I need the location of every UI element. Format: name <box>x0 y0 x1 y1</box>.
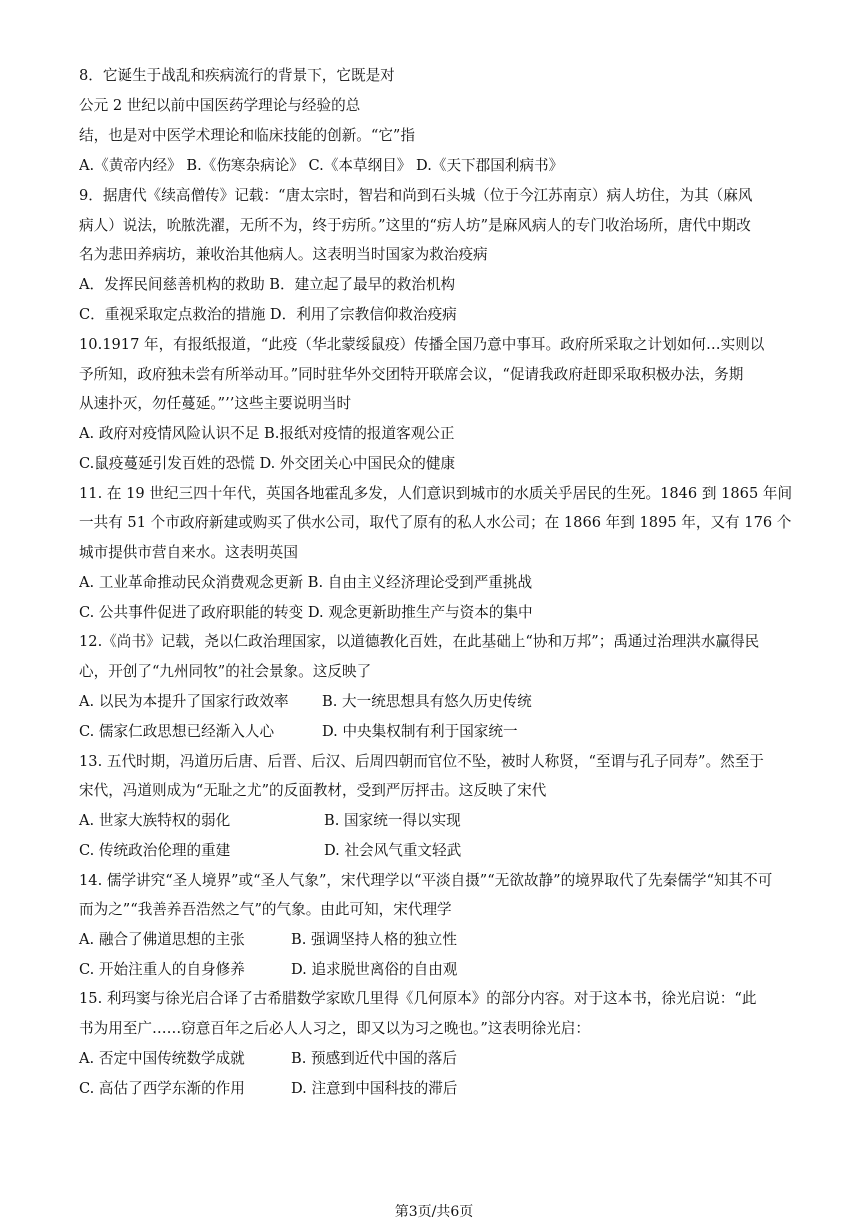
option-b: B. 大一统思想具有悠久历史传统 <box>322 693 532 710</box>
option-c: C. 开始注重人的自身修养 <box>79 961 245 978</box>
question-text-line: 8．它诞生于战乱和疾病流行的背景下，它既是对 <box>79 67 395 84</box>
option-a: A. 世家大族特权的弱化 <box>79 812 231 829</box>
answer-options-line: C.鼠疫蔓延引发百姓的恐慌 D. 外交团关心中国民众的健康 <box>79 455 456 472</box>
question-text-line: 14. 儒学讲究“圣人境界”或“圣人气象”，宋代理学以“平淡自摄”“无欲故静”的境界取代了先秦儒学“知其不可 <box>79 872 773 889</box>
question-text-line: 书为用至广……窃意百年之后必人人习之，即又以为习之晚也。”这表明徐光启： <box>79 1020 590 1037</box>
answer-options-line: C. 公共事件促进了政府职能的转变 D. 观念更新助推生产与资本的集中 <box>79 604 533 621</box>
question-text-line: 一共有 51 个市政府新建或购买了供水公司，取代了原有的私人水公司；在 1866 年到 1895 年，又有 176 个 <box>79 514 792 531</box>
answer-options-line: A．发挥民间慈善机构的救助 B．建立起了最早的救治机构 <box>79 276 456 293</box>
option-c: C. 传统政治伦理的重建 <box>79 842 231 859</box>
question-text-line: 15. 利玛窦与徐光启合译了古希腊数学家欧几里得《几何原本》的部分内容。对于这本书，徐光启说：“此 <box>79 990 757 1007</box>
question-text-line: 宋代，冯道则成为“无耻之尤”的反面教材，受到严厉抨击。这反映了宋代 <box>79 782 547 799</box>
answer-options-line: A. 政府对疫情风险认识不足 B.报纸对疫情的报道客观公正 <box>79 425 455 442</box>
option-b: B. 强调坚持人格的独立性 <box>291 931 457 948</box>
question-text-line: 而为之”“我善养吾浩然之气”的气象。由此可知，宋代理学 <box>79 901 452 918</box>
question-text-line: 从速扑灭，勿任蔓延。”’’这些主要说明当时 <box>79 395 352 412</box>
option-d: D. 注意到中国科技的滞后 <box>291 1080 458 1097</box>
page-footer: 第3页/共6页 <box>394 1204 474 1220</box>
question-text-line: 11. 在 19 世纪三四十年代，英国各地霍乱多发，人们意识到城市的水质关乎居民的生死。1846 到 1865 年间 <box>79 485 793 502</box>
option-a: A. 否定中国传统数学成就 <box>79 1050 245 1067</box>
question-text-line: 13. 五代时期，冯道历后唐、后晋、后汉、后周四朝而官位不坠，被时人称贤，“至谓与孔子同寿”。然至于 <box>79 753 764 770</box>
answer-options-line: C．重视采取定点救治的措施 D．利用了宗教信仰救治疫病 <box>79 306 457 323</box>
option-c: C. 儒家仁政思想已经渐入人心 <box>79 723 275 740</box>
option-b: B. 预感到近代中国的落后 <box>291 1050 457 1067</box>
question-text-line: 9．据唐代《续高僧传》记载：“唐太宗时，智岩和尚到石头城（位于今江苏南京）病人坊住，为其（麻风 <box>79 187 753 204</box>
question-text-line: 12.《尚书》记载，尧以仁政治理国家，以道德教化百姓，在此基础上“协和万邦”；禹通过治理洪水赢得民 <box>79 633 760 650</box>
option-d: D. 中央集权制有利于国家统一 <box>322 723 518 740</box>
question-text-line: 予所知，政府独未尝有所举动耳。”同时驻华外交团特开联席会议，“促请我政府赶即采取积极办法，务期 <box>79 366 744 383</box>
question-text-line: 名为悲田养病坊，兼收治其他病人。这表明当时国家为救治疫病 <box>79 246 488 263</box>
question-text-line: 10.1917 年，有报纸报道，“此疫（华北蒙绥鼠疫）传播全国乃意中事耳。政府所采取之计划如何…实则以 <box>79 336 765 353</box>
question-text-line: 病人）说法，吮脓洗濯，无所不为，终于疠所。”这里的“疠人坊”是麻风病人的专门收治场所，唐代中期改 <box>79 217 751 234</box>
answer-options-line: A. 工业革命推动民众消费观念更新 B. 自由主义经济理论受到严重挑战 <box>79 574 533 591</box>
option-b: B. 国家统一得以实现 <box>324 812 461 829</box>
question-text-line: 城市提供市营自来水。这表明英国 <box>79 544 298 561</box>
option-c: C. 高估了西学东渐的作用 <box>79 1080 245 1097</box>
option-d: D. 社会风气重文轻武 <box>324 842 462 859</box>
answer-options-line: A.《黄帝内经》 B.《伤寒杂病论》 C.《本草纲目》 D.《天下郡国利病书》 <box>79 157 564 174</box>
question-text-line: 结，也是对中医学术理论和临床技能的创新。“它”指 <box>79 127 415 144</box>
question-text-line: 公元 2 世纪以前中国医药学理论与经验的总 <box>79 97 361 114</box>
option-a: A. 融合了佛道思想的主张 <box>79 931 245 948</box>
option-d: D. 追求脱世离俗的自由观 <box>291 961 458 978</box>
option-a: A. 以民为本提升了国家行政效率 <box>79 693 289 710</box>
question-text-line: 心，开创了“九州同牧”的社会景象。这反映了 <box>79 663 372 680</box>
